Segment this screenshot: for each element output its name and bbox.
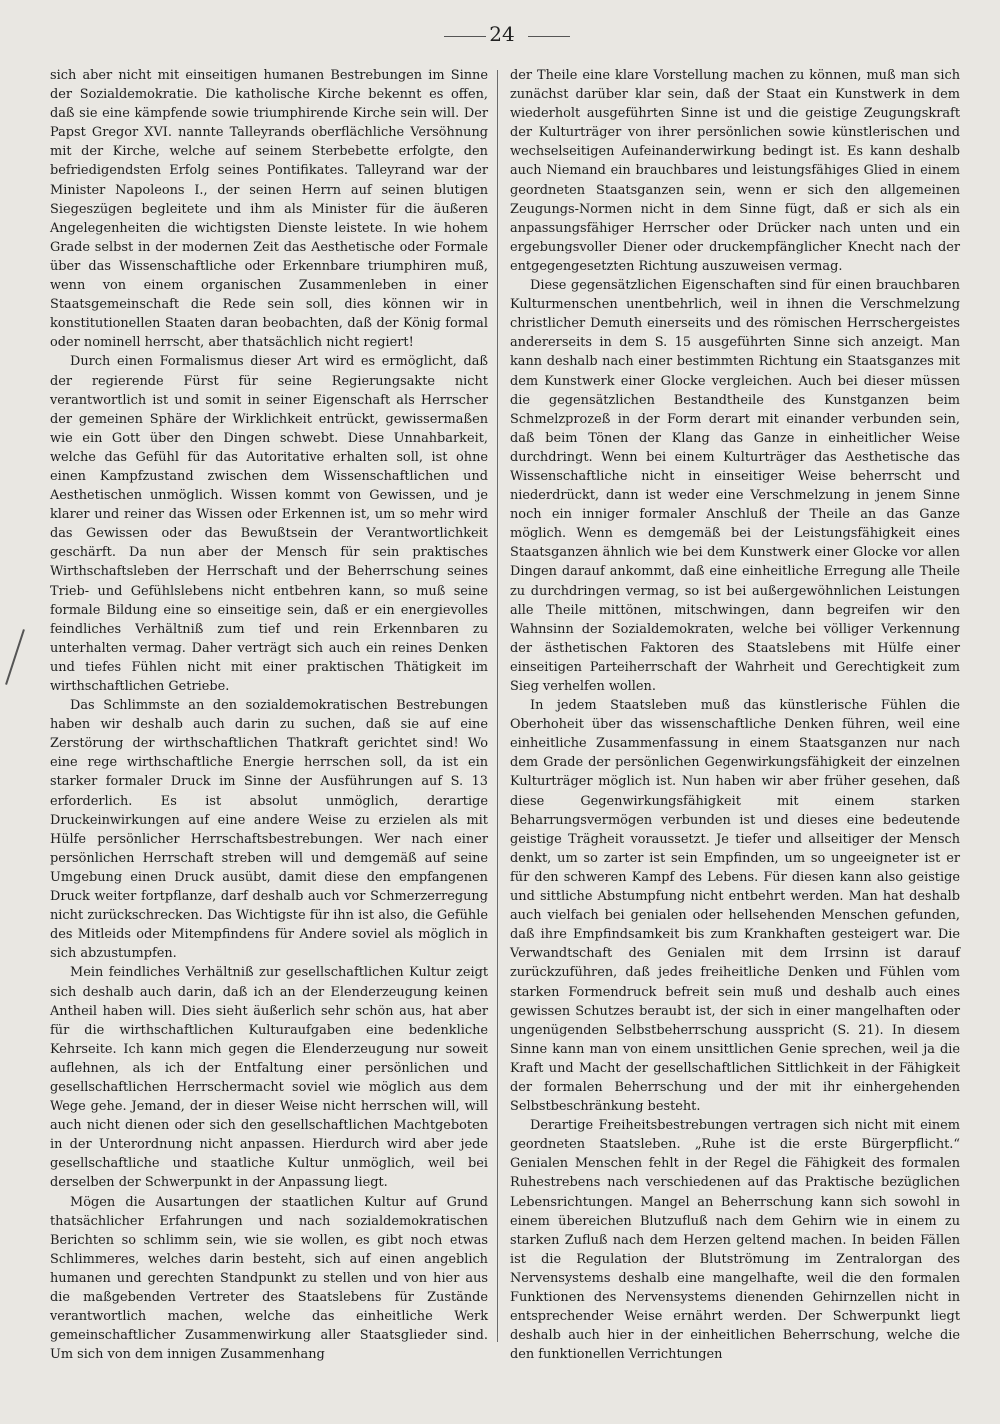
header-rule-right [528, 36, 570, 37]
paragraph: Mögen die Ausartungen der staatlichen Kultur auf Grund thatsächlicher Erfahrungen und nach sozialdemokratischen Berichten so schlimm sein, wie sie wollen, es gibt noch etwas Schlimmeres, welches darin besteht, sich auf einen angeblich humanen und gerechten Standpunkt zu stellen und von hier aus die maßgebenden Vertreter des Staatslebens für Zustände verantwortlich machen, welche das einheitliche Werk gemeinschaftlicher Zusammenwirkung aller Staatsglieder sind. Um sich von dem innigen Zusammenhang [50, 1194, 488, 1363]
paragraph: Derartige Freiheitsbestrebungen vertragen sich nicht mit einem geordneten Staatsleben. „Ruhe ist die erste Bürgerpflicht.“ Genialen Menschen fehlt in der Regel die Fähigkeit des formalen Ruhestrebens nach verschiedenen auf das Praktische bezüglichen Lebensrichtungen. Mangel an Beherrschung kann sich sowohl in einem übereichen Blutzufluß nach dem Gehirn wie in einem zu starken Zufluß nach dem Herzen geltend machen. In beiden Fällen ist die Regulation der Blutströmung im Zentralorgan des Nervensystems deshalb eine mangelhafte, weil die den formalen Funktionen des Nervensystems dienenden Gehirnzellen nicht in entsprechender Weise ernährt werden. Der Schwerpunkt liegt deshalb auch hier in der einheitlichen Beherrschung, welche die den funktionellen Verrichtungen [510, 1118, 960, 1363]
paragraph: der Theile eine klare Vorstellung machen zu können, muß man sich zunächst darüber klar sein, daß der Staat ein Kunstwerk in dem wiederholt ausgeführten Sinne ist und die geistige Zeugungskraft der Kulturträger von ihrer persönlichen sowie künstlerischen und wechselseitigen Aufeinanderwirkung bedingt ist. Es kann deshalb auch Niemand ein brauchbares und leistungsfähiges Glied in einem geordneten Staatsganzen sein, wenn er sich den allgemeinen Zeugungs-Normen nicht in dem Sinne fügt, daß er sich als ein anpassungsfähiger Herrscher oder Drücker nach unten und ein ergebungsvoller Diener oder druckempfänglicher Knecht nach der entgegengesetzten Richtung auszuweisen vermag. [510, 68, 960, 274]
paragraph: sich aber nicht mit einseitigen humanen Bestrebungen im Sinne der Sozialdemokratie. Die katholische Kirche bekennt es offen, daß sie eine kämpfende sowie triumphirende Kirche sein will. Der Papst Gregor XVI. nannte Talleyrands oberflächliche Versöhnung mit der Kirche, welche auf seinem Sterbebette erfolgte, den befriedigendsten Erfolg seines Pontifikates. Talleyrand war der Minister Napoleons I., der seinen Herrn auf seinen blutigen Siegeszügen begleitete und ihm als Minister für die äußeren Angelegenheiten die wichtigsten Dienste leistete. In wie hohem Grade selbst in der modernen Zeit das Aesthetische oder Formale über das Wissenschaftliche oder Erkennbare triumphiren muß, wenn von einem organischen Zusammenleben in einer Staatsgemeinschaft die Rede sein soll, dies können wir in konstitutionellen Staaten daran beobachten, daß der König formal oder nominell herrscht, aber thatsächlich nicht regiert! [50, 68, 488, 351]
paragraph: In jedem Staatsleben muß das künstlerische Fühlen die Oberhoheit über das wissenschaftliche Denken führen, weil eine einheitliche Zusammenfassung in einem Staatsganzen nur nach dem Grade der persönlichen Gegenwirkungsfähigkeit der einzelnen Kulturträger möglich ist. Nun haben wir aber früher gesehen, daß diese Gegenwirkungsfähigkeit mit einem starken Beharrungsvermögen verbunden ist und dieses eine bedeutende geistige Trägheit voraussetzt. Je tiefer und allseitiger der Mensch denkt, um so zarter ist sein Empfinden, um so ungeeigneter ist er für den schweren Kampf des Lebens. Für diesen kann also geistige und sittliche Abstumpfung nicht entbehrt werden. Man hat deshalb auch vielfach bei genialen oder hellsehenden Menschen gefunden, daß ihre Empfindsamkeit bis zum Krankhaften gesteigert war. Die Verwandtschaft des Genialen mit dem Irrsinn ist darauf zurückzuführen, daß jedes freiheitliche Denken und Fühlen vom starken Formendruck befreit sein muß und deshalb auch eines gewissen Schutzes beraubt ist, der sich in einer mangelhaften oder ungenügenden Selbstbeherrschung ausspricht (S. 21). In diesem Sinne kann man von einem unsittlichen Genie sprechen, weil ja die Kraft und Macht der gesellschaftlichen Sittlichkeit in der Fähigkeit der formalen Beherrschung und der mit ihr einhergehenden Selbstbeschränkung besteht. [510, 698, 960, 1115]
margin-pencil-mark [5, 629, 25, 685]
page-number: 24 [489, 22, 515, 46]
paragraph: Mein feindliches Verhältniß zur gesellschaftlichen Kultur zeigt sich deshalb auch darin, daß ich an der Elenderzeugung keinen Antheil haben will. Dies sieht äußerlich sehr schön aus, hat aber für die wirthschaftlichen Kulturaufgaben eine bedenkliche Kehrseite. Ich kann mich gegen die Elenderzeugung nur soweit auflehnen, als ich der Entfaltung einer persönlichen und gesellschaftlichen Herrschermacht soviel wie möglich aus dem Wege gehe. Jemand, der in dieser Weise nicht herrschen will, will auch nicht dienen oder sich den gesellschaftlichen Machtgeboten in der Unterordnung nicht anpassen. Hierdurch wird aber jede gesellschaftliche und staatliche Kultur unmöglich, weil bei derselben der Schwerpunkt in der Anpassung liegt. [50, 965, 488, 1191]
left-column [50, 66, 488, 1363]
column-divider [497, 70, 498, 1342]
paragraph: Diese gegensätzlichen Eigenschaften sind für einen brauchbaren Kulturmenschen unentbehrlich, weil in ihnen die Verschmelzung christlicher Demuth einerseits und des römischen Herrschergeistes andererseits in dem S. 15 ausgeführten Sinne sich anzeigt. Man kann deshalb nach einer bestimmten Richtung ein Staatsganzes mit dem Kunstwerk einer Glocke vergleichen. Auch bei dieser müssen die gegensätzlichen Bestandtheile des Kunstganzen beim Schmelzprozeß in der Form derart mit einander verbunden sein, daß beim Tönen der Klang das Ganze in einheitlicher Weise durchdringt. Wenn bei einem Kulturträger das Aesthetische das Wissenschaftliche nicht in einseitiger Weise beherrscht und niederdrückt, dann ist weder eine Verschmelzung in jenem Sinne noch ein inniger formaler Anschluß der Theile an das Ganze möglich. Wenn es demgemäß bei der Leistungsfähigkeit eines Staatsganzen ähnlich wie bei dem Kunstwerk einer Glocke vor allen Dingen darauf ankommt, daß eine einheitliche Erregung alle Theile zu durchdringen vermag, so ist bei außergewöhnlichen Leistungen alle Theile mittönen, mitschwingen, dann begreifen wir den Wahnsinn der Sozialdemokraten, welche bei völliger Verkennung der ästhetischen Faktoren des Staatslebens mit Hülfe einer einseitigen Parteiherrschaft der Wahrheit und Gerechtigkeit zum Sieg verhelfen wollen. [510, 278, 960, 694]
paragraph: Durch einen Formalismus dieser Art wird es ermöglicht, daß der regierende Fürst für seine Regierungsakte nicht verantwortlich ist und somit in seiner Eigenschaft als Herrscher der gemeinen Sphäre der Wirklichkeit entrückt, gewissermaßen wie ein Gott über den Dingen schwebt. Diese Unnahbarkeit, welche das Gefühl für das Autoritative erhalten soll, ist ohne einen Kampfzustand zwischen dem Wissenschaftlichen und Aesthetischen unmöglich. Wissen kommt von Gewissen, und je klarer und reiner das Wissen oder Erkennen ist, um so mehr wird das Gewissen oder das Bewußtsein der Verantwortlichkeit geschärft. Da nun aber der Mensch für sein praktisches Wirthschaftsleben der Herrschaft und der Beherrschung seines Trieb- und Gefühlslebens nicht entbehren kann, so muß seine formale Bildung eine so einseitige sein, daß er ein energievolles feindliches Verhältniß zum tief und rein Erkennbaren zu unterhalten vermag. Daher verträgt sich auch ein reines Denken und tiefes Fühlen nicht mit einer praktischen Thätigkeit im wirthschaftlichen Getriebe. [50, 354, 488, 694]
paragraph: Das Schlimmste an den sozialdemokratischen Bestrebungen haben wir deshalb auch darin zu suchen, daß sie auf eine Zerstörung der wirthschaftlichen Thatkraft gerichtet sind! Wo eine rege wirthschaftliche Energie herrschen soll, da ist ein starker formaler Druck im Sinne der Ausführungen auf S. 13 erforderlich. Es ist absolut unmöglich, derartige Druckeinwirkungen auf eine andere Weise zu erzielen als mit Hülfe persönlicher Herrschaftsbestrebungen. Wer nach einer persönlichen Herrschaft streben will und demgemäß auf seine Umgebung einen Druck ausübt, damit diese den empfangenen Druck weiter fortpflanze, darf deshalb auch vor Schmerzerregung nicht zurückschrecken. Das Wichtigste für ihn ist also, die Gefühle des Mitleids oder Mitempfindens für Andere soviel als möglich in sich abzustumpfen. [50, 698, 488, 962]
right-column [510, 66, 960, 1363]
page-header [0, 20, 1000, 48]
